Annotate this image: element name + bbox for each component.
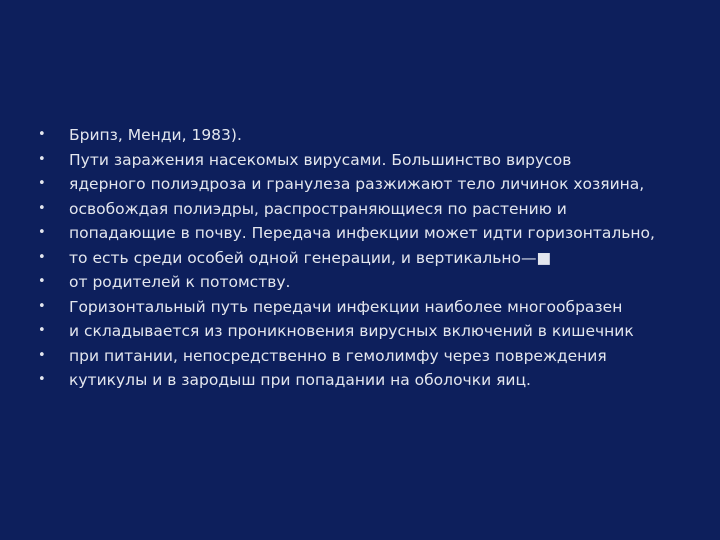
bullet-item	[38, 344, 708, 369]
bullet-icon: •	[38, 151, 46, 167]
bullet-text: Брипз, Менди, 1983).	[69, 126, 242, 144]
bullet-icon: •	[38, 200, 46, 216]
bullet-icon: •	[38, 127, 46, 142]
bullet-list	[38, 123, 708, 393]
bullet-text: и складывается из проникновения вирусных включений в кишечник	[69, 322, 634, 340]
bullet-item	[38, 172, 708, 197]
bullet-icon: •	[38, 274, 46, 289]
bullet-text: Горизонтальный путь передачи инфекции наиболее многообразен	[69, 297, 623, 316]
bullet-icon: •	[38, 298, 46, 314]
bullet-item	[38, 319, 708, 344]
bullet-item	[38, 295, 708, 320]
bullet-item	[38, 123, 708, 148]
bullet-text: ядерного полиэдроза и гранулеза разжижают тело личинок хозяина,	[69, 175, 645, 193]
bullet-text: попадающие в почву. Передача инфекции может идти горизонтально,	[69, 224, 655, 242]
bullet-item	[38, 197, 708, 222]
bullet-item	[38, 270, 708, 295]
bullet-icon: •	[38, 225, 46, 240]
bullet-text: при питании, непосредственно в гемолимфу через повреждения	[69, 346, 607, 365]
bullet-icon: •	[38, 176, 46, 191]
bullet-icon: •	[38, 323, 46, 338]
bullet-item	[38, 148, 708, 173]
bullet-text: Пути заражения насекомых вирусами. Большинство вирусов	[69, 150, 572, 169]
bullet-icon: •	[38, 372, 46, 387]
bullet-icon: •	[38, 347, 46, 363]
bullet-text: кутикулы и в зародыш при попадании на оболочки яиц.	[69, 371, 531, 389]
bullet-icon: •	[38, 249, 46, 265]
bullet-text: освобождая полиэдры, распространяющиеся по растению и	[69, 199, 567, 218]
bullet-item	[38, 221, 708, 246]
bullet-text: то есть среди особей одной генерации, и вертикально—■	[69, 248, 552, 267]
bullet-item	[38, 368, 708, 393]
bullet-text: от родителей к потомству.	[69, 273, 291, 291]
bullet-item	[38, 246, 708, 271]
